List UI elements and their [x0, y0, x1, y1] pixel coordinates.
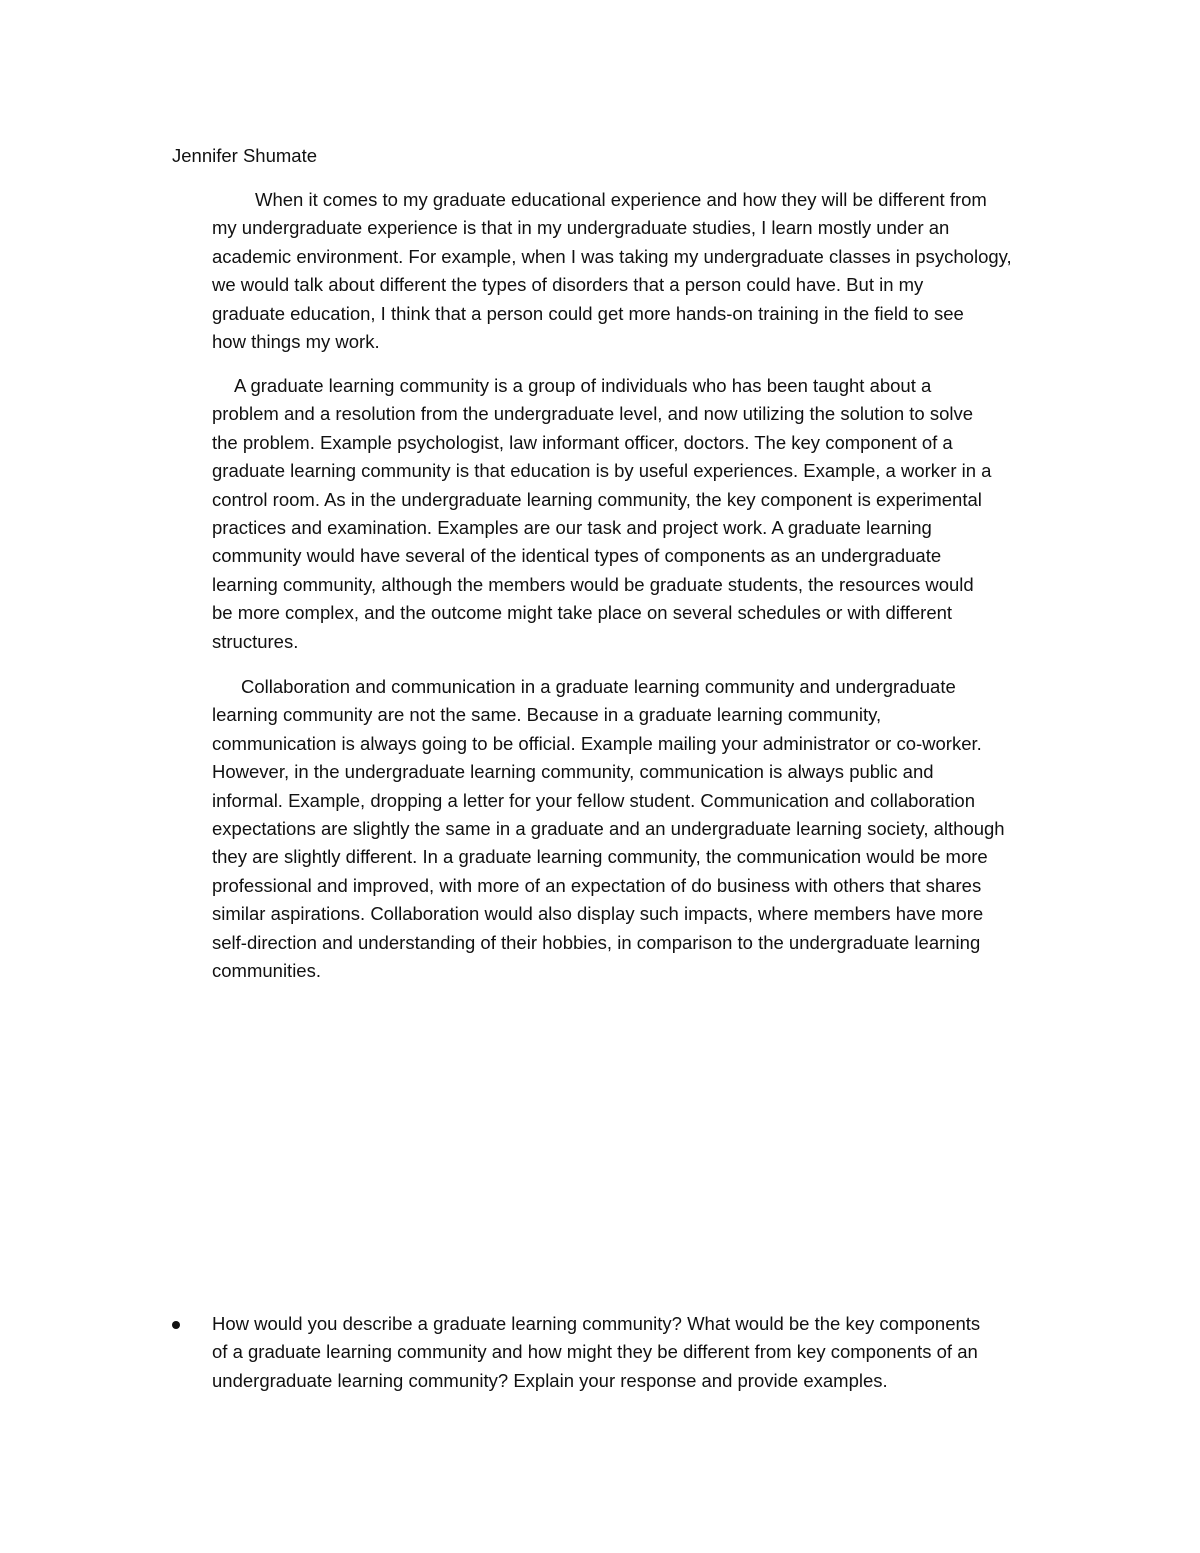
paragraph-line: the problem. Example psychologist, law informant officer, doctors. The key component of a — [212, 431, 953, 453]
paragraph-line: learning community are not the same. Because in a graduate learning community, — [212, 704, 882, 726]
bullet-line: How would you describe a graduate learning community? What would be the key components — [212, 1313, 981, 1334]
paragraph-line: professional and improved, with more of an expectation of do business with others that shares — [212, 874, 982, 896]
paragraph-line: academic environment. For example, when I was taking my undergraduate classes in psychology, — [212, 245, 1012, 267]
bullet-line: undergraduate learning community? Explain your response and provide examples. — [212, 1369, 888, 1391]
paragraph-line: informal. Example, dropping a letter for your fellow student. Communication and collaboration — [212, 789, 976, 811]
paragraph-line: structures. — [212, 630, 299, 652]
paragraph-line: graduate learning community is that education is by useful experiences. Example, a worker in a — [212, 460, 992, 482]
paragraph-line: However, in the undergraduate learning community, communication is always public and — [212, 761, 934, 783]
paragraph-line: A graduate learning community is a group of individuals who has been taught about a — [234, 375, 932, 396]
paragraph-line: my undergraduate experience is that in my undergraduate studies, I learn mostly under an — [212, 217, 950, 239]
paragraph-line: communities. — [212, 960, 321, 982]
paragraph-line: self-direction and understanding of their hobbies, in comparison to the undergraduate learning — [212, 931, 981, 953]
paragraph-line: control room. As in the undergraduate learning community, the key component is experimental — [212, 488, 982, 510]
paragraph-line: how things my work. — [212, 331, 380, 353]
paragraph-line: communication is always going to be official. Example mailing your administrator or co-worker. — [212, 732, 982, 754]
paragraph-line: practices and examination. Examples are our task and project work. A graduate learning — [212, 517, 932, 539]
paragraph-line: similar aspirations. Collaboration would also display such impacts, where members have more — [212, 903, 984, 925]
paragraph-line: graduate education, I think that a person could get more hands-on training in the field to see — [212, 302, 964, 324]
paragraph-line: problem and a resolution from the undergraduate level, and now utilizing the solution to solve — [212, 403, 974, 425]
paragraph-collaboration — [212, 673, 1062, 985]
paragraph-line: they are slightly different. In a graduate learning community, the communication would be more — [212, 846, 988, 868]
paragraph-line: community would have several of the identical types of components as an undergraduate — [212, 545, 942, 567]
bullet-dot-icon — [172, 1321, 180, 1329]
author-name: Jennifer Shumate — [172, 145, 318, 166]
bullet-question-text — [212, 1310, 1052, 1395]
paragraph-graduate-experience — [212, 186, 1062, 356]
paragraph-line: we would talk about different the types of disorders that a person could have. But in my — [212, 274, 924, 296]
paragraph-line: learning community, although the members would be graduate students, the resources would — [212, 573, 974, 595]
paragraph-line: expectations are slightly the same in a graduate and an undergraduate learning society, although — [212, 818, 1005, 840]
paragraph-line: Collaboration and communication in a graduate learning community and undergraduate — [241, 676, 956, 697]
paragraph-line: When it comes to my graduate educational experience and how they will be different from — [255, 189, 987, 210]
paragraph-learning-community — [212, 372, 1062, 656]
bullet-line: of a graduate learning community and how might they be different from key components of an — [212, 1341, 978, 1363]
paragraph-line: be more complex, and the outcome might take place on several schedules or with different — [212, 602, 953, 624]
